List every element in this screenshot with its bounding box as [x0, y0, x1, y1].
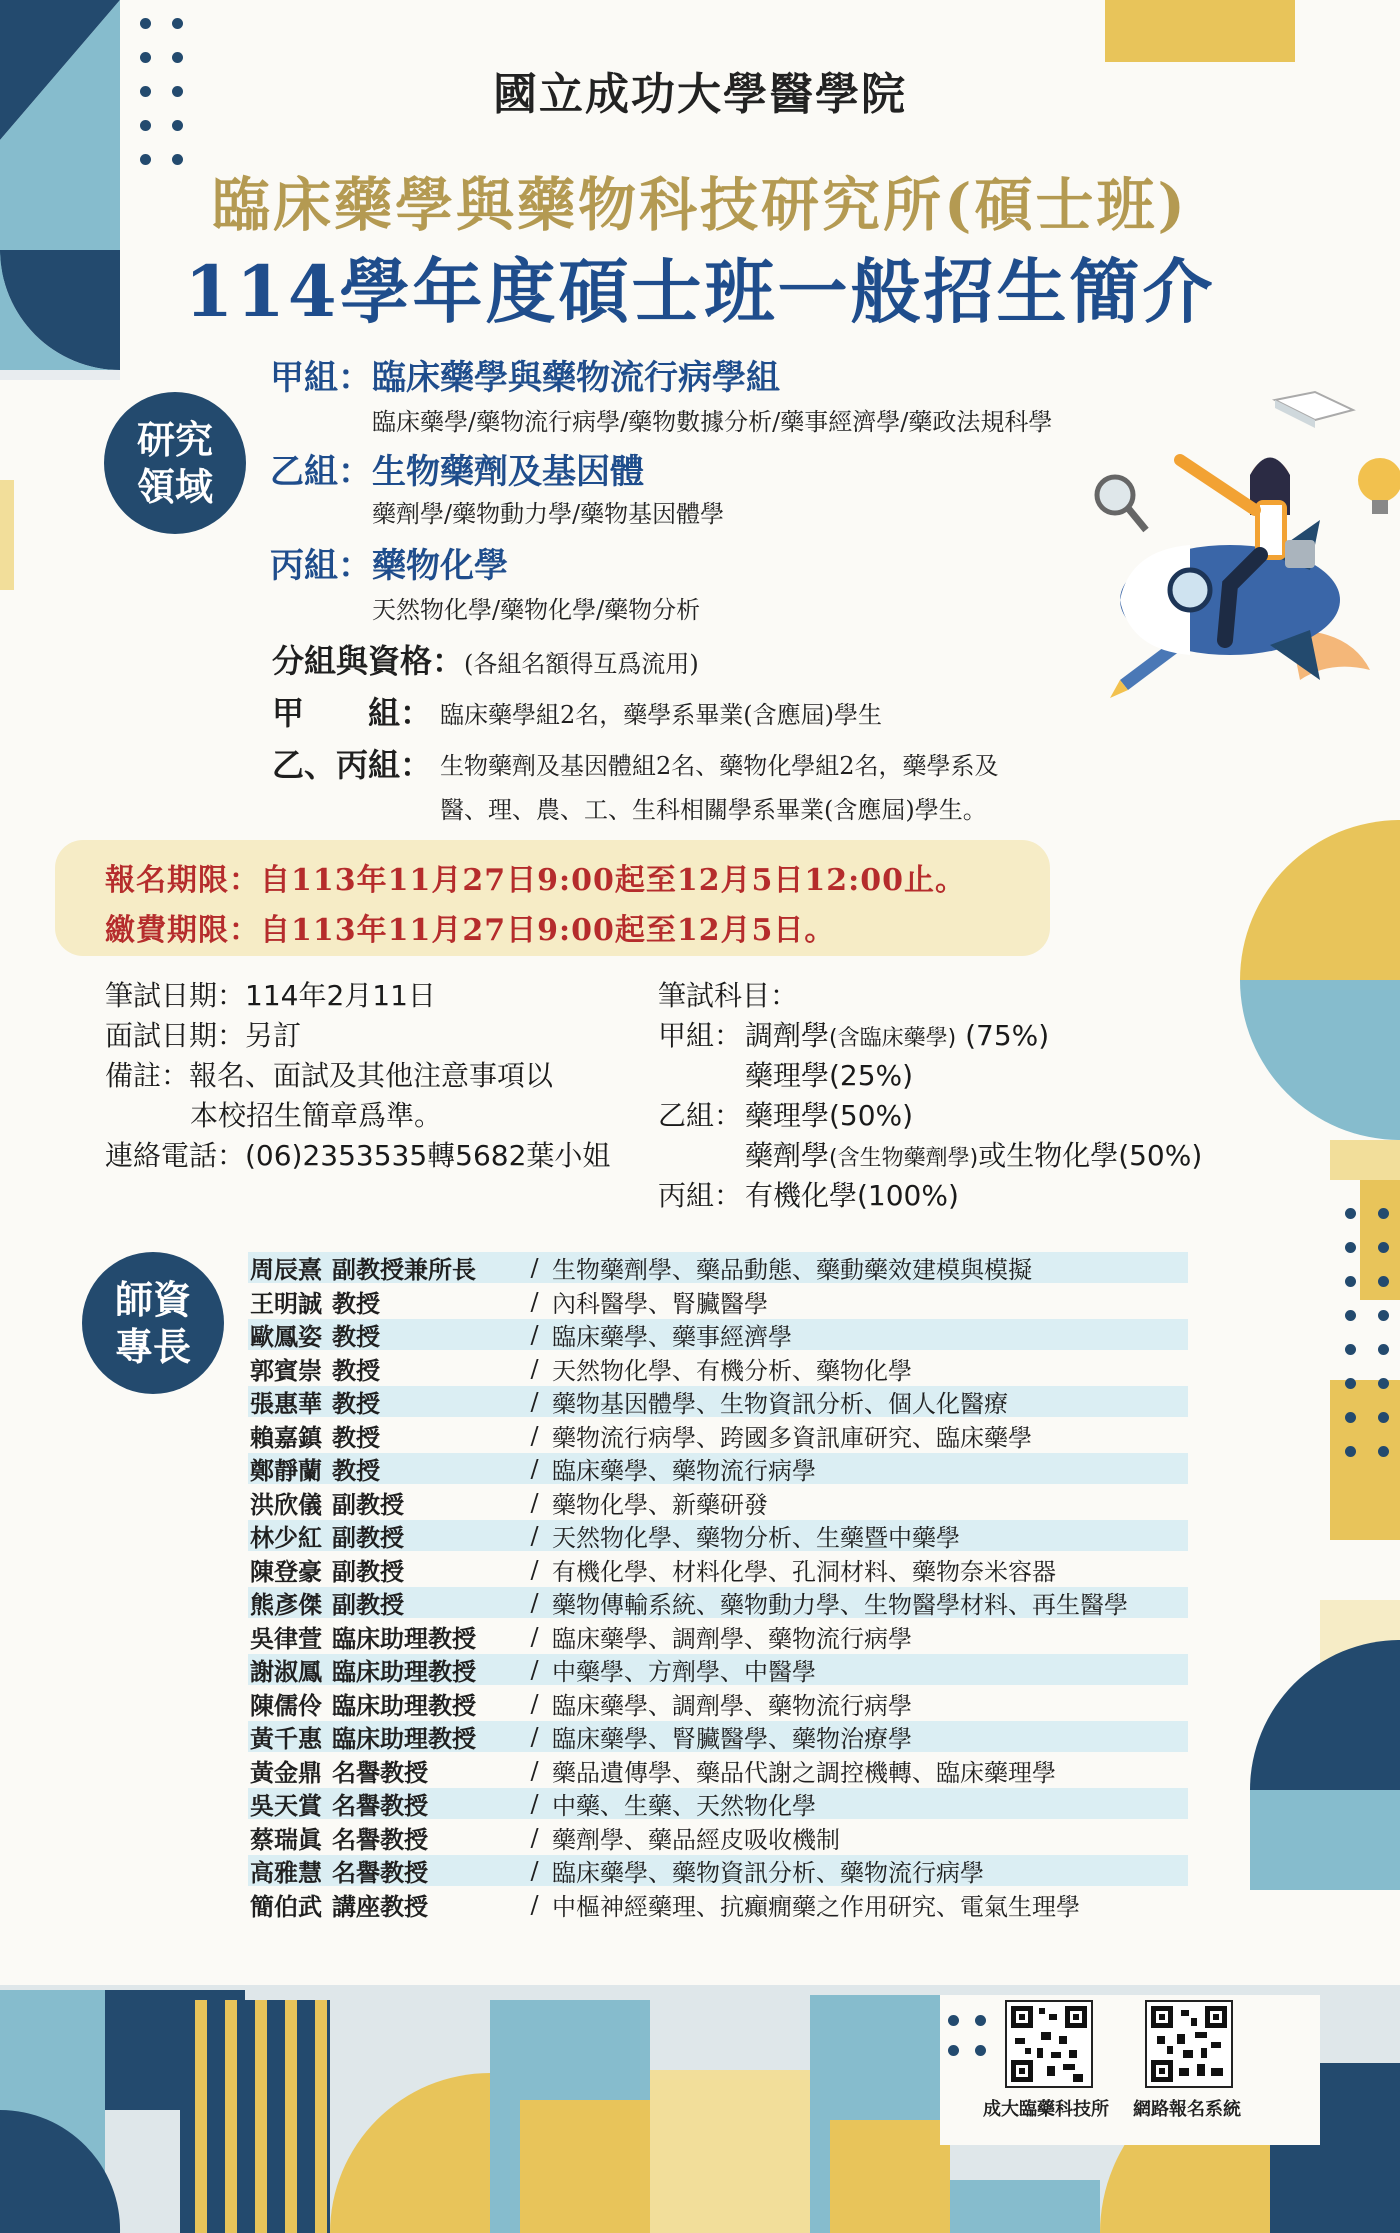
exam-b2-main: 藥劑學: [745, 1139, 830, 1172]
page-title: 114學年度碩士班一般招生簡介: [184, 250, 1216, 333]
faculty-expertise: 臨床藥學、藥物資訊分析、藥物流行病學: [552, 1859, 984, 1887]
faculty-expertise: 藥物流行病學、跨國多資訊庫研究、臨床藥學: [552, 1424, 1032, 1452]
research-badge: [104, 392, 246, 534]
group-a-title: 甲組：臨床藥學與藥物流行病學組: [270, 358, 780, 398]
faculty-expertise: 臨床藥學、調劑學、藥物流行病學: [552, 1692, 912, 1720]
faculty-separator: /: [530, 1555, 539, 1584]
rocket-girl-illustration: [1060, 380, 1400, 740]
faculty-name: 林少紅: [250, 1523, 322, 1552]
interview-date: 面試日期：另訂: [105, 1019, 302, 1052]
qr-code-registration[interactable]: [1145, 2000, 1233, 2088]
faculty-expertise: 藥品遺傳學、藥品代謝之調控機轉、臨床藥理學: [552, 1759, 1056, 1787]
exam-a1-note: (含臨床藥學): [829, 1026, 957, 1051]
faculty-badge-line2: 專長: [114, 1324, 191, 1369]
faculty-name: 吳律萱: [250, 1624, 322, 1653]
faculty-row: [248, 1252, 1188, 1283]
exam-group-a-subject1: [745, 1014, 1049, 1054]
faculty-title: 教授: [332, 1356, 380, 1385]
group-b-subjects: 藥劑學/藥物動力學/藥物基因體學: [372, 500, 725, 528]
exam-group-c-label: 丙組：: [658, 1179, 743, 1212]
faculty-separator: /: [530, 1823, 539, 1852]
qualification-bc-label: 乙、丙組：: [272, 746, 433, 784]
faculty-expertise: 藥物基因體學、生物資訊分析、個人化醫療: [552, 1390, 1008, 1418]
faculty-title: 教授: [332, 1423, 380, 1452]
faculty-title: 副教授: [332, 1490, 404, 1519]
remark-line2: 本校招生簡章爲準。: [190, 1099, 443, 1132]
faculty-title: 臨床助理教授: [332, 1624, 476, 1653]
faculty-title: 副教授: [332, 1557, 404, 1586]
faculty-title: 臨床助理教授: [332, 1657, 476, 1686]
faculty-separator: /: [530, 1722, 539, 1751]
faculty-name: 王明誠: [250, 1289, 322, 1318]
faculty-name: 郭賓崇: [250, 1356, 322, 1385]
exam-group-c-subject1: 有機化學(100%): [745, 1179, 959, 1212]
faculty-expertise: 內科醫學、腎臟醫學: [552, 1290, 768, 1318]
faculty-badge-line1: 師資: [114, 1276, 191, 1322]
faculty-separator: /: [530, 1387, 539, 1416]
faculty-title: 名譽教授: [332, 1858, 428, 1887]
qualification-a-label: 甲 組：: [272, 694, 433, 732]
faculty-row: [248, 1621, 1188, 1652]
faculty-row: [248, 1855, 1188, 1886]
faculty-name: 陳登豪: [250, 1557, 322, 1586]
faculty-separator: /: [530, 1488, 539, 1517]
register-deadline: 報名期限：自113年11月27日9:00起至12月5日12:00止。: [105, 863, 967, 898]
faculty-row: [248, 1587, 1188, 1618]
faculty-name: 謝淑鳳: [250, 1657, 322, 1686]
faculty-expertise: 臨床藥學、腎臟醫學、藥物治療學: [552, 1725, 912, 1753]
faculty-title: 臨床助理教授: [332, 1724, 476, 1753]
faculty-separator: /: [530, 1655, 539, 1684]
faculty-name: 吳天賞: [250, 1791, 322, 1820]
faculty-title: 副教授兼所長: [332, 1255, 476, 1284]
faculty-separator: /: [530, 1756, 539, 1785]
exam-group-b-label: 乙組：: [658, 1099, 743, 1132]
faculty-name: 陳儒伶: [250, 1691, 322, 1720]
faculty-expertise: 臨床藥學、調劑學、藥物流行病學: [552, 1625, 912, 1653]
faculty-expertise: 生物藥劑學、藥品動態、藥動藥效建模與模擬: [552, 1256, 1032, 1284]
faculty-row: [248, 1386, 1188, 1417]
faculty-separator: /: [530, 1253, 539, 1282]
faculty-separator: /: [530, 1588, 539, 1617]
faculty-row: [248, 1487, 1188, 1518]
research-badge-line2: 領域: [136, 464, 213, 509]
group-b-title: 乙組：生物藥劑及基因體: [270, 452, 644, 492]
faculty-title: 臨床助理教授: [332, 1691, 476, 1720]
faculty-name: 簡伯武: [250, 1892, 322, 1921]
faculty-title: 教授: [332, 1289, 380, 1318]
faculty-title: 教授: [332, 1456, 380, 1485]
faculty-expertise: 藥劑學、藥品經皮吸收機制: [552, 1826, 840, 1854]
qualification-heading: [272, 636, 699, 682]
payment-deadline: 繳費期限：自113年11月27日9:00起至12月5日。: [105, 913, 836, 948]
faculty-row: [248, 1654, 1188, 1685]
remark-line1: 備註：報名、面試及其他注意事項以: [105, 1059, 554, 1092]
faculty-row: [248, 1453, 1188, 1484]
faculty-title: 副教授: [332, 1590, 404, 1619]
exam-a1-pct: (75%): [965, 1019, 1050, 1052]
faculty-name: 洪欣儀: [250, 1490, 322, 1519]
faculty-name: 蔡瑞眞: [250, 1825, 322, 1854]
faculty-title: 名譽教授: [332, 1791, 428, 1820]
exam-group-b-subject2: [745, 1134, 1202, 1174]
qualification-note: (各組名額得互爲流用): [464, 650, 699, 678]
qualification-a-text: 臨床藥學組2名，藥學系畢業(含應屆)學生: [440, 701, 882, 729]
faculty-title: 教授: [332, 1389, 380, 1418]
faculty-title: 教授: [332, 1322, 380, 1351]
qr-pattern-icon: [1147, 2002, 1231, 2086]
qr-caption-institute: 成大臨藥科技所: [983, 2099, 1109, 2120]
faculty-name: 周辰熹: [250, 1255, 322, 1284]
faculty-expertise: 天然物化學、藥物分析、生藥暨中藥學: [552, 1524, 960, 1552]
faculty-separator: /: [530, 1521, 539, 1550]
faculty-row: [248, 1755, 1188, 1786]
faculty-row: [248, 1788, 1188, 1819]
faculty-row: [248, 1520, 1188, 1551]
exam-b2-note: (含生物藥劑學): [829, 1146, 979, 1171]
faculty-row: [248, 1889, 1188, 1920]
exam-group-a-subject2: 藥理學(25%): [745, 1059, 914, 1092]
group-c-title: 丙組：藥物化學: [270, 546, 508, 586]
faculty-expertise: 藥物傳輸系統、藥物動力學、生物醫學材料、再生醫學: [552, 1591, 1128, 1619]
faculty-row: [248, 1554, 1188, 1585]
faculty-name: 歐鳳姿: [250, 1322, 322, 1351]
faculty-row: [248, 1353, 1188, 1384]
faculty-separator: /: [530, 1287, 539, 1316]
faculty-title: 講座教授: [332, 1892, 428, 1921]
faculty-name: 黃金鼎: [250, 1758, 322, 1787]
faculty-row: [248, 1420, 1188, 1451]
faculty-name: 熊彥傑: [250, 1590, 322, 1619]
faculty-name: 鄭靜蘭: [250, 1456, 322, 1485]
faculty-expertise: 中藥學、方劑學、中醫學: [552, 1658, 816, 1686]
faculty-separator: /: [530, 1789, 539, 1818]
faculty-title: 副教授: [332, 1523, 404, 1552]
faculty-separator: /: [530, 1354, 539, 1383]
faculty-row: [248, 1286, 1188, 1317]
faculty-expertise: 中藥、生藥、天然物化學: [552, 1792, 816, 1820]
faculty-row: [248, 1721, 1188, 1752]
faculty-row: [248, 1319, 1188, 1350]
contact-phone: 連絡電話：(06)2353535轉5682葉小姐: [105, 1139, 611, 1172]
faculty-name: 賴嘉鎮: [250, 1423, 322, 1452]
faculty-separator: /: [530, 1421, 539, 1450]
faculty-expertise: 中樞神經藥理、抗癲癇藥之作用研究、電氣生理學: [552, 1893, 1080, 1921]
research-badge-line1: 研究: [136, 416, 213, 462]
qualification-bc-text: 生物藥劑及基因體組2名、藥物化學組2名，藥學系及: [440, 752, 999, 780]
faculty-expertise: 藥物化學、新藥研發: [552, 1491, 768, 1519]
qr-pattern-icon: [1007, 2002, 1091, 2086]
faculty-separator: /: [530, 1856, 539, 1885]
exam-b2-rest: 或生物化學(50%): [978, 1139, 1203, 1172]
faculty-row: [248, 1822, 1188, 1853]
faculty-title: 名譽教授: [332, 1758, 428, 1787]
faculty-row: [248, 1688, 1188, 1719]
faculty-expertise: 有機化學、材料化學、孔洞材料、藥物奈米容器: [552, 1558, 1056, 1586]
faculty-name: 張惠華: [250, 1389, 322, 1418]
faculty-badge: [82, 1252, 224, 1394]
faculty-expertise: 天然物化學、有機分析、藥物化學: [552, 1357, 912, 1385]
exam-subjects-heading: 筆試科目：: [658, 979, 799, 1012]
exam-a1-main: 調劑學: [745, 1019, 830, 1052]
institute-name: 臨床藥學與藥物科技研究所(碩士班): [212, 171, 1188, 239]
faculty-separator: /: [530, 1689, 539, 1718]
school-name: 國立成功大學醫學院: [493, 69, 907, 120]
faculty-separator: /: [530, 1454, 539, 1483]
faculty-expertise: 臨床藥學、藥物流行病學: [552, 1457, 816, 1485]
group-c-subjects: 天然物化學/藥物化學/藥物分析: [372, 596, 701, 624]
exam-group-b-subject1: 藥理學(50%): [745, 1099, 914, 1132]
faculty-name: 高雅慧: [250, 1858, 322, 1887]
written-exam-date: 筆試日期：114年2月11日: [105, 979, 436, 1012]
faculty-expertise: 臨床藥學、藥事經濟學: [552, 1323, 792, 1351]
faculty-separator: /: [530, 1890, 539, 1919]
faculty-separator: /: [530, 1320, 539, 1349]
qualification-heading-text: 分組與資格：: [272, 642, 465, 680]
group-a-subjects: 臨床藥學/藥物流行病學/藥物數據分析/藥事經濟學/藥政法規科學: [372, 408, 1053, 436]
faculty-separator: /: [530, 1622, 539, 1651]
exam-group-a-label: 甲組：: [658, 1019, 743, 1052]
faculty-name: 黃千惠: [250, 1724, 322, 1753]
qualification-bc-text2: 醫、理、農、工、生科相關學系畢業(含應屆)學生。: [440, 796, 987, 824]
faculty-title: 名譽教授: [332, 1825, 428, 1854]
qr-code-institute[interactable]: [1005, 2000, 1093, 2088]
qr-caption-registration: 網路報名系統: [1133, 2099, 1241, 2120]
